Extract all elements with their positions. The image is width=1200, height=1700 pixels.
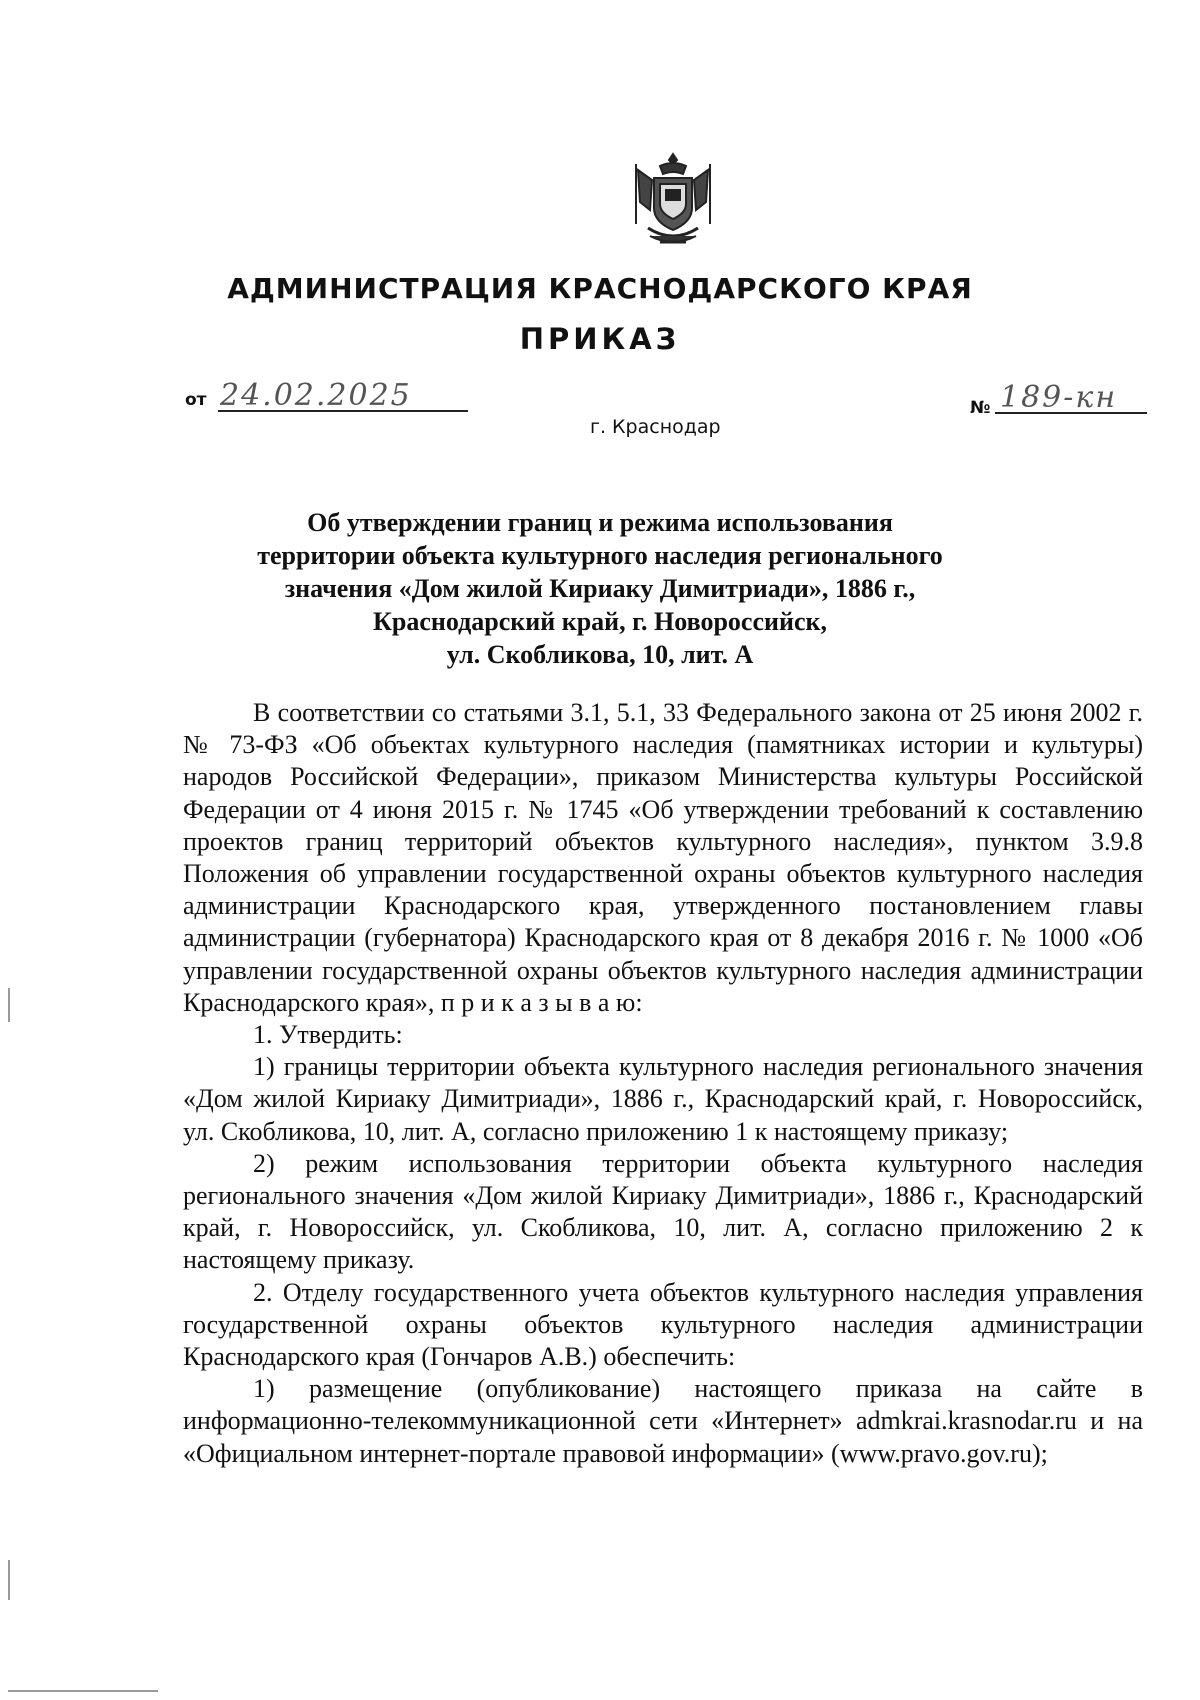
scan-artifact xyxy=(8,988,10,1022)
scan-artifact xyxy=(8,1560,10,1600)
document-title xyxy=(160,506,1040,671)
document-city: г. Краснодар xyxy=(590,416,721,438)
title-line: Краснодарский край, г. Новороссийск, xyxy=(373,607,827,636)
organization-name: АДМИНИСТРАЦИЯ КРАСНОДАРСКОГО КРАЯ xyxy=(227,272,973,305)
clause-1: 1. Утвердить: xyxy=(253,1020,403,1050)
title-line: Об утверждении границ и режима использования xyxy=(307,508,893,537)
preamble-paragraph: В соответствии со статьями 3.1, 5.1, 33 Федерального закона от 25 июня 2002 г. № 73-ФЗ «Об объектах культурного наследия (памятниках истории и культуры) народов Российской Федерации», приказом Министерства культуры Российской Федерации от 4 июня 2015 г. № 1745 «Об утверждении требований к составлению проектов границ территорий объектов культурного наследия», пунктом 3.9.8 Положения об управлении государственной охраны объектов культурного наследия администрации Краснодарского края, утвержденного постановлением главы администрации (губернатора) Краснодарского края от 8 декабря 2016 г. № 1000 «Об управлении государственной охраны объектов культурного наследия администрации Краснодарского края», п р и к а з ы в а ю: xyxy=(183,698,1143,1017)
clause-1-1: 1) границы территории объекта культурного наследия регионального значения «Дом жилой Кириаку Димитриади», 1886 г., Краснодарский край, г. Новороссийск, ул. Скобликова, 10, лит. А, согласно приложению 1 к настоящему приказу; xyxy=(183,1052,1143,1146)
number-label: № xyxy=(970,398,991,418)
title-line: ул. Скобликова, 10, лит. А xyxy=(446,640,754,669)
document-body xyxy=(183,697,1143,1470)
clause-2-1: 1) размещение (опубликование) настоящего приказа на сайте в информационно-телекоммуникационной сети «Интернет» admkrai.krasnodar.ru и на «Официальном интернет-портале правовой информации» (www.pravo.gov.ru); xyxy=(183,1374,1143,1468)
coat-of-arms-icon xyxy=(630,150,716,252)
title-line: территории объекта культурного наследия регионального xyxy=(257,541,943,570)
scan-artifact xyxy=(8,1690,158,1692)
date-label: от xyxy=(185,390,207,410)
document-type: ПРИКАЗ xyxy=(519,322,681,356)
document-number: 189-кн xyxy=(1000,380,1118,415)
clause-1-2: 2) режим использования территории объекта культурного наследия регионального значения «Дом жилой Кириаку Димитриади», 1886 г., Краснодарский край, г. Новороссийск, ул. Скобликова, 10, лит. А, согласно приложению 2 к настоящему приказу. xyxy=(183,1148,1143,1275)
document-date: 24.02.2025 xyxy=(220,378,412,413)
clause-2: 2. Отделу государственного учета объектов культурного наследия управления государственной охраны объектов культурного наследия администрации Краснодарского края (Гончаров А.В.) обеспечить: xyxy=(183,1277,1143,1372)
title-line: значения «Дом жилой Кириаку Димитриади», 1886 г., xyxy=(284,574,916,603)
